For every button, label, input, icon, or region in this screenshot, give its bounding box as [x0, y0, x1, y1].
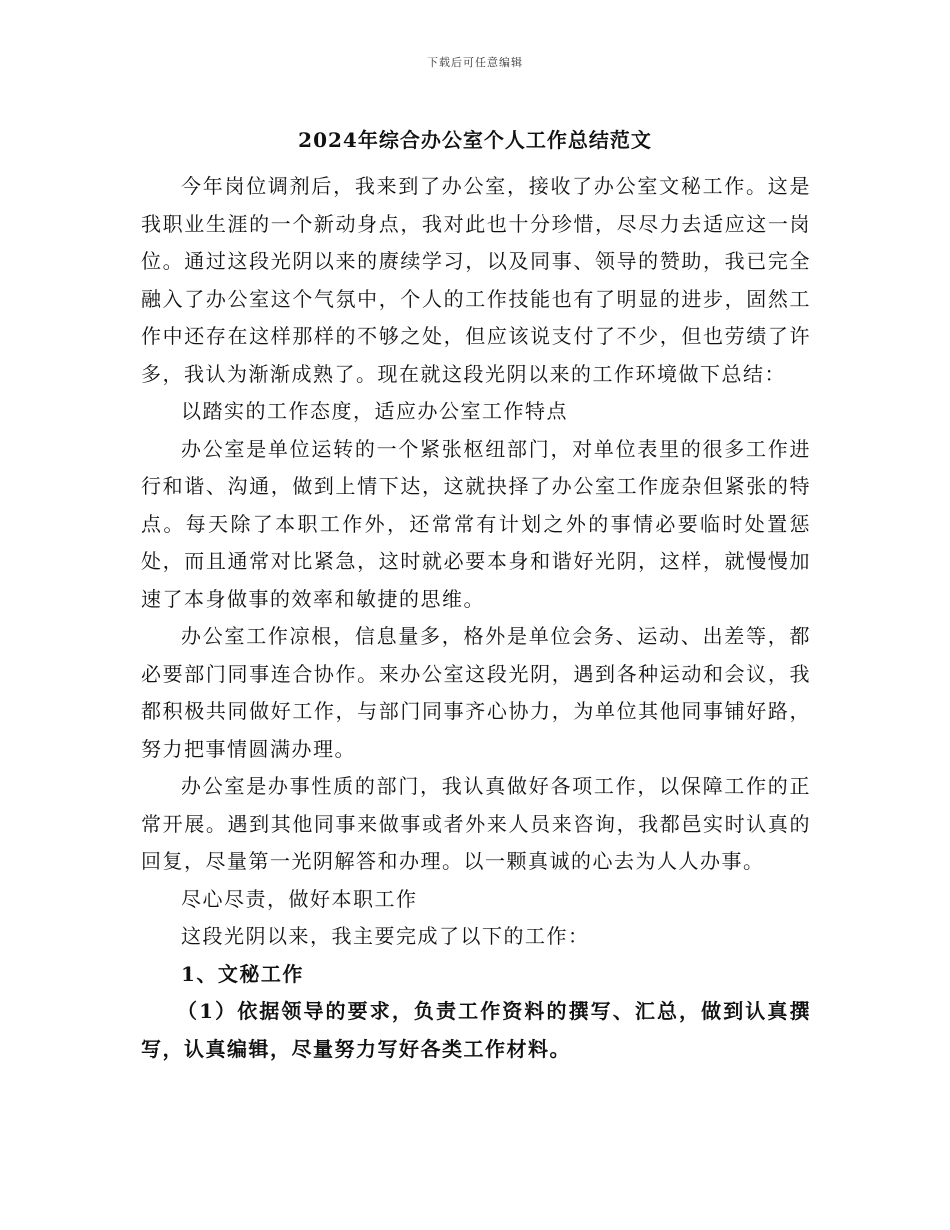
section-heading-duties: 尽心尽责，做好本职工作 [181, 886, 418, 911]
document-title: 2024年综合办公室个人工作总结范文 [298, 128, 652, 152]
document-body [141, 168, 811, 1068]
paragraph-office-cooperation: 办公室工作凉根，信息量多，格外是单位会务、运动、出差等，都必要部门同事连合协作。来办公室这段光阴，遇到各种运动和会议，我都积极共同做好工作，与部门同事齐心协力，为单位其他同事铺好路，努力把事情圆满办理。 [141, 624, 811, 761]
section-heading-work-attitude: 以踏实的工作态度，适应办公室工作特点 [181, 399, 568, 423]
subsection-heading-secretarial: 1、文秘工作 [181, 961, 304, 986]
paragraph-office-service: 办公室是办事性质的部门，我认真做好各项工作，以保障工作的正常开展。遇到其他同事来做事或者外来人员来咨询，我都邑实时认真的回复，尽量第一光阴解答和办理。以一颗真诚的心去为人人办事。 [141, 774, 811, 873]
page-header-note: 下载后可任意编辑 [427, 56, 523, 69]
paragraph-work-summary-intro: 这段光阴以来，我主要完成了以下的工作： [181, 924, 590, 948]
paragraph-secretarial-item-1: （1）依据领导的要求，负责工作资料的撰写、汇总，做到认真撰写，认真编辑，尽量努力写好各类工作材料。 [141, 999, 811, 1061]
paragraph-office-characteristics: 办公室是单位运转的一个紧张枢纽部门，对单位表里的很多工作进行和谐、沟通，做到上情下达，这就抉择了办公室工作庞杂但紧张的特点。每天除了本职工作外，还常常有计划之外的事情必要临时处置惩处，而且通常对比紧急，这时就必要本身和谐好光阴，这样，就慢慢加速了本身做事的效率和敏捷的思维。 [141, 436, 811, 611]
paragraph-intro: 今年岗位调剂后，我来到了办公室，接收了办公室文秘工作。这是我职业生涯的一个新动身点，我对此也十分珍惜，尽尽力去适应这一岗位。通过这段光阴以来的赓续学习，以及同事、领导的赞助，我已完全融入了办公室这个气氛中，个人的工作技能也有了明显的进步，固然工作中还存在这样那样的不够之处，但应该说支付了不少，但也劳绩了许多，我认为渐渐成熟了。现在就这段光阴以来的工作环境做下总结： [141, 174, 811, 386]
